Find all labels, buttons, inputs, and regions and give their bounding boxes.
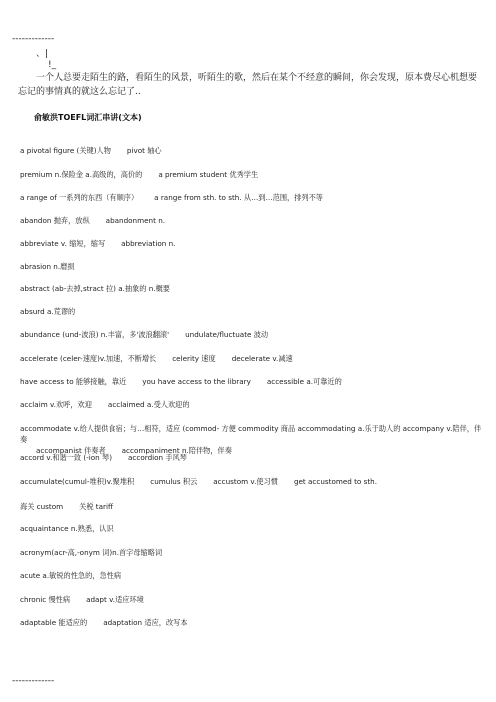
vocab-entry: acronym(acr-高,-onym 词)n.首字母缩略词 xyxy=(20,548,163,557)
vocab-entry: abbreviate v. 缩短，缩写 xyxy=(20,239,106,248)
vocab-entry: acquaintance n.熟悉，认识 xyxy=(20,524,114,533)
vocab-entry: a range from sth. to sth. 从…到…范围，排列不等 xyxy=(154,193,323,202)
vocab-entry: accessible a.可靠近的 xyxy=(266,377,342,386)
vocab-entry: accelerate (celer-速度)v.加速，不断增长 xyxy=(20,354,157,363)
vocab-entry: accommodate v.给人提供食宿；与…相符，适应 (commod- 方便 commodity 商品 accommodating a.乐于助人的 accompany v.陪伴，伴奏 xyxy=(20,424,482,444)
vocab-entry: cumulus 积云 xyxy=(150,477,198,486)
vocab-entry: abstract (ab-去掉,stract 拉) a.抽象的 n.概要 xyxy=(20,284,170,293)
vocab-line xyxy=(20,452,482,463)
vocab-entry: adapt v.适应环境 xyxy=(86,595,144,604)
vocab-entry: abandonment n. xyxy=(105,216,166,225)
vocab-entry: accord v.和谐一致 (-ion 琴) xyxy=(20,453,113,462)
vocab-entry: accumulate(cumul-堆积)v.聚堆积 xyxy=(20,477,135,486)
vocab-entry: abandon 抛弃，放纵 xyxy=(20,216,90,225)
vocab-entry: a premium student 优秀学生 xyxy=(158,170,259,179)
vocab-entry: have access to 能够接触，靠近 xyxy=(20,377,127,386)
vocab-entry: a range of 一系列的东西（有顺序） xyxy=(20,193,139,202)
vocab-line xyxy=(20,238,482,249)
vocab-entry: accompaniment n.陪伴物，伴奏 xyxy=(121,446,232,455)
vocab-entry: accordion 手风琴 xyxy=(128,453,187,462)
vocab-line xyxy=(20,353,482,364)
vocab-entry: abbreviation n. xyxy=(121,239,176,248)
intro-paragraph: 一个人总要走陌生的路，看陌生的风景，听陌生的歌，然后在某个不经意的瞬间，你会发现，原本费尽心机想要忘记的事情真的就这么忘记了.. xyxy=(18,73,478,97)
vocab-entry: celerity 速度 xyxy=(172,354,216,363)
vocab-line xyxy=(20,376,482,387)
vocab-entry: adaptation 适应，改写本 xyxy=(103,618,188,627)
vocab-entry: adaptable 能适应的 xyxy=(20,618,88,627)
vocab-entry: abrasion n.磨损 xyxy=(20,262,75,271)
vocab-entry: abundance (und-波浪) n.丰富，多'波浪翻滚' xyxy=(20,330,170,339)
vocab-line xyxy=(20,399,482,410)
vocab-line xyxy=(20,283,482,294)
vocab-line xyxy=(20,306,482,317)
vocab-entry: absurd a.荒谬的 xyxy=(20,307,76,316)
vocab-entry: premium n.保险金 a.高级的，高价的 xyxy=(20,170,143,179)
top-separator: ------------- xyxy=(12,34,55,44)
vocab-entry: acclaimed a.受人欢迎的 xyxy=(107,400,190,409)
vocab-line xyxy=(20,523,482,534)
vocab-entry: 海关 custom xyxy=(20,502,64,511)
header-mark-2: !_ xyxy=(48,60,57,70)
vocab-entry: 关税 tariff xyxy=(79,502,113,511)
vocab-entry: you have access to the library xyxy=(142,377,251,386)
vocab-line xyxy=(20,329,482,340)
vocab-entry: undulate/fluctuate 波动 xyxy=(185,330,269,339)
vocab-entry: decelerate v.减速 xyxy=(231,354,293,363)
vocab-line xyxy=(20,547,482,558)
vocab-entry: accompanist 伴奏者 xyxy=(36,446,106,455)
document-title: 俞敏洪TOEFL词汇串讲(文本) xyxy=(34,113,142,122)
vocab-line xyxy=(20,501,482,512)
vocab-entry: chronic 慢性病 xyxy=(20,595,71,604)
vocab-entry: pivot 轴心 xyxy=(126,146,162,155)
vocab-entry: acclaim v.欢呼，欢迎 xyxy=(20,400,92,409)
bottom-separator: ------------- xyxy=(12,676,55,686)
vocab-line xyxy=(20,192,482,203)
vocab-entry: acute a.敏锐的性急的，急性病 xyxy=(20,571,122,580)
vocab-line xyxy=(20,145,482,156)
header-mark-1: 、| xyxy=(36,49,49,59)
vocab-line xyxy=(20,570,482,581)
vocab-line xyxy=(20,215,482,226)
vocab-line xyxy=(20,476,482,487)
vocab-line xyxy=(20,594,482,605)
vocab-entry: get accustomed to sth. xyxy=(293,477,378,486)
vocab-entry: a pivotal figure (关键)人物 xyxy=(20,146,111,155)
vocab-entry: accustom v.使习惯 xyxy=(213,477,278,486)
vocab-line xyxy=(20,617,482,628)
vocab-line xyxy=(20,169,482,180)
vocab-line xyxy=(20,261,482,272)
